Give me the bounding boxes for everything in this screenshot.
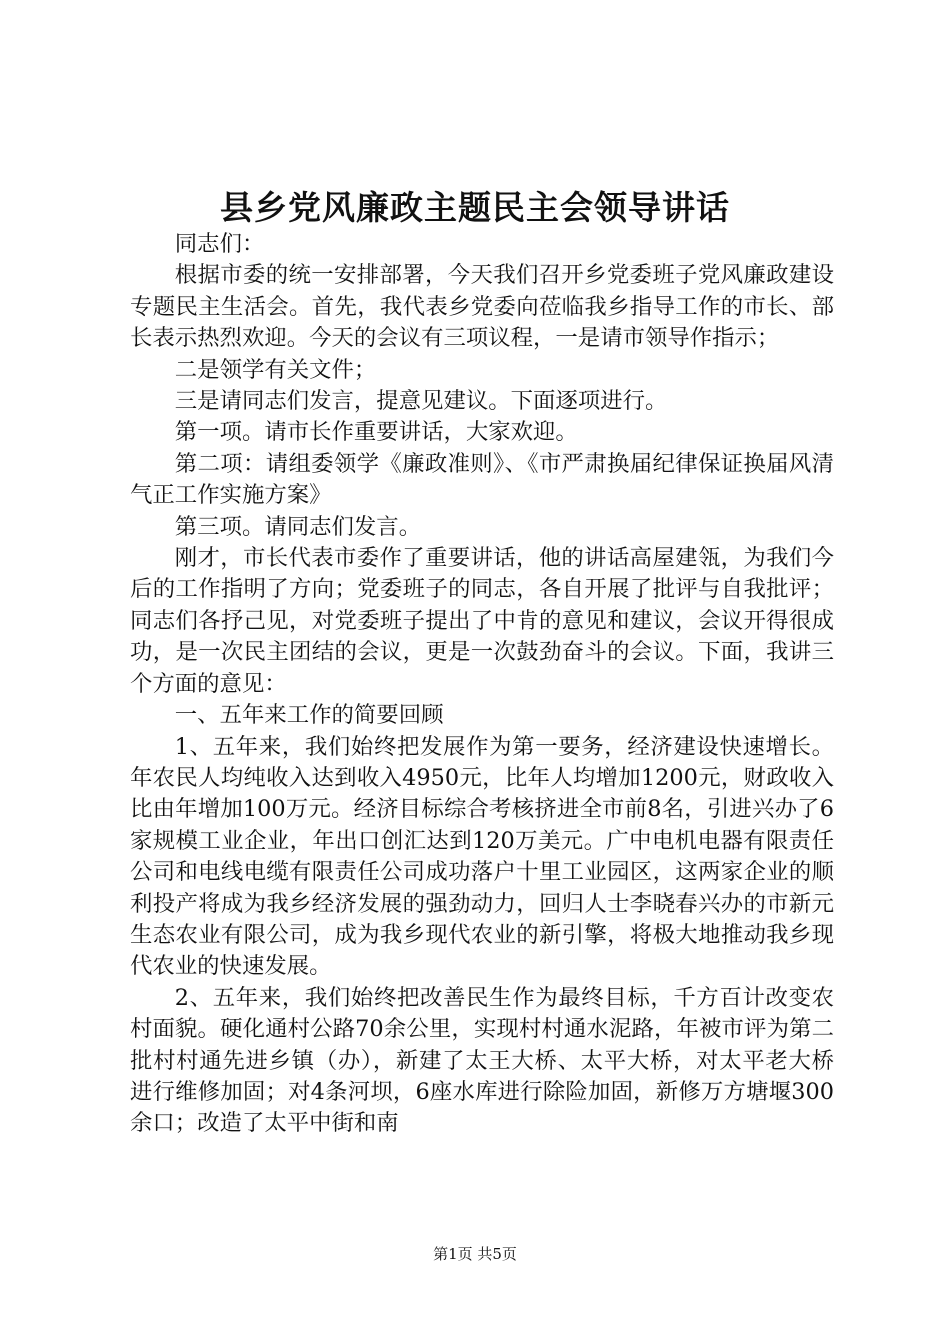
paragraph-item-2: 第二项：请组委领学《廉政准则》、《市严肃换届纪律保证换届风清气正工作实施方案》 (130, 450, 834, 509)
paragraph-agenda-2: 二是领学有关文件； (174, 356, 377, 383)
paragraph-opening: 根据市委的统一安排部署，今天我们召开乡党委班子党风廉政建设专题民主生活会。首先，我代表乡党委向莅临我乡指导工作的市长、部长表示热烈欢迎。今天的会议有三项议程，一是请市领导作指示； (130, 262, 834, 352)
paragraph-summary: 刚才，市长代表市委作了重要讲话，他的讲话高屋建瓴，为我们今后的工作指明了方向；党委班子的同志，各自开展了批评与自我批评；同志们各抒己见，对党委班子提出了中肯的意见和建议，会议开得很成功，是一次民主团结的会议，更是一次鼓劲奋斗的会议。下面，我讲三个方面的意见： (130, 545, 834, 697)
paragraph-salutation: 同志们： (174, 231, 265, 257)
section-heading-review: 一、五年来工作的简要回顾 (174, 702, 444, 729)
page-footer: 第1页 共5页 (433, 1245, 517, 1263)
paragraph-item-3: 第三项。请同志们发言。 (174, 513, 422, 540)
paragraph-point-2: 2、五年来，我们始终把改善民生作为最终目标，千方百计改变农村面貌。硬化通村公路70余公里，实现村村通水泥路，年被市评为第二批村村通先进乡镇（办），新建了太王大桥、太平大桥，对太平老大桥进行维修加固；对4条河坝，6座水库进行除险加固，新修万方塘堰300余口；改造了太平中街和南 (130, 984, 834, 1137)
paragraph-point-1: 1、五年来，我们始终把发展作为第一要务，经济建设快速增长。年农民人均纯收入达到收入4950元，比年人均增加1200元，财政收入比由年增加100万元。经济目标综合考核挤进全市前8名，引进兴办了6家规模工业企业，年出口创汇达到120万美元。广中电机电器有限责任公司和电线电缆有限责任公司成功落户十里工业园区，这两家企业的顺利投产将成为我乡经济发展的强劲动力，回归人士李晓春兴办的市新元生态农业有限公司，成为我乡现代农业的新引擎，将极大地推动我乡现代农业的快速发展。 (130, 733, 834, 980)
paragraph-agenda-3: 三是请同志们发言，提意见建议。下面逐项进行。 (174, 388, 668, 415)
document-title: 县乡党风廉政主题民主会领导讲话 (220, 188, 730, 227)
paragraph-item-1: 第一项。请市长作重要讲话，大家欢迎。 (174, 419, 578, 446)
document-body (130, 229, 834, 1140)
